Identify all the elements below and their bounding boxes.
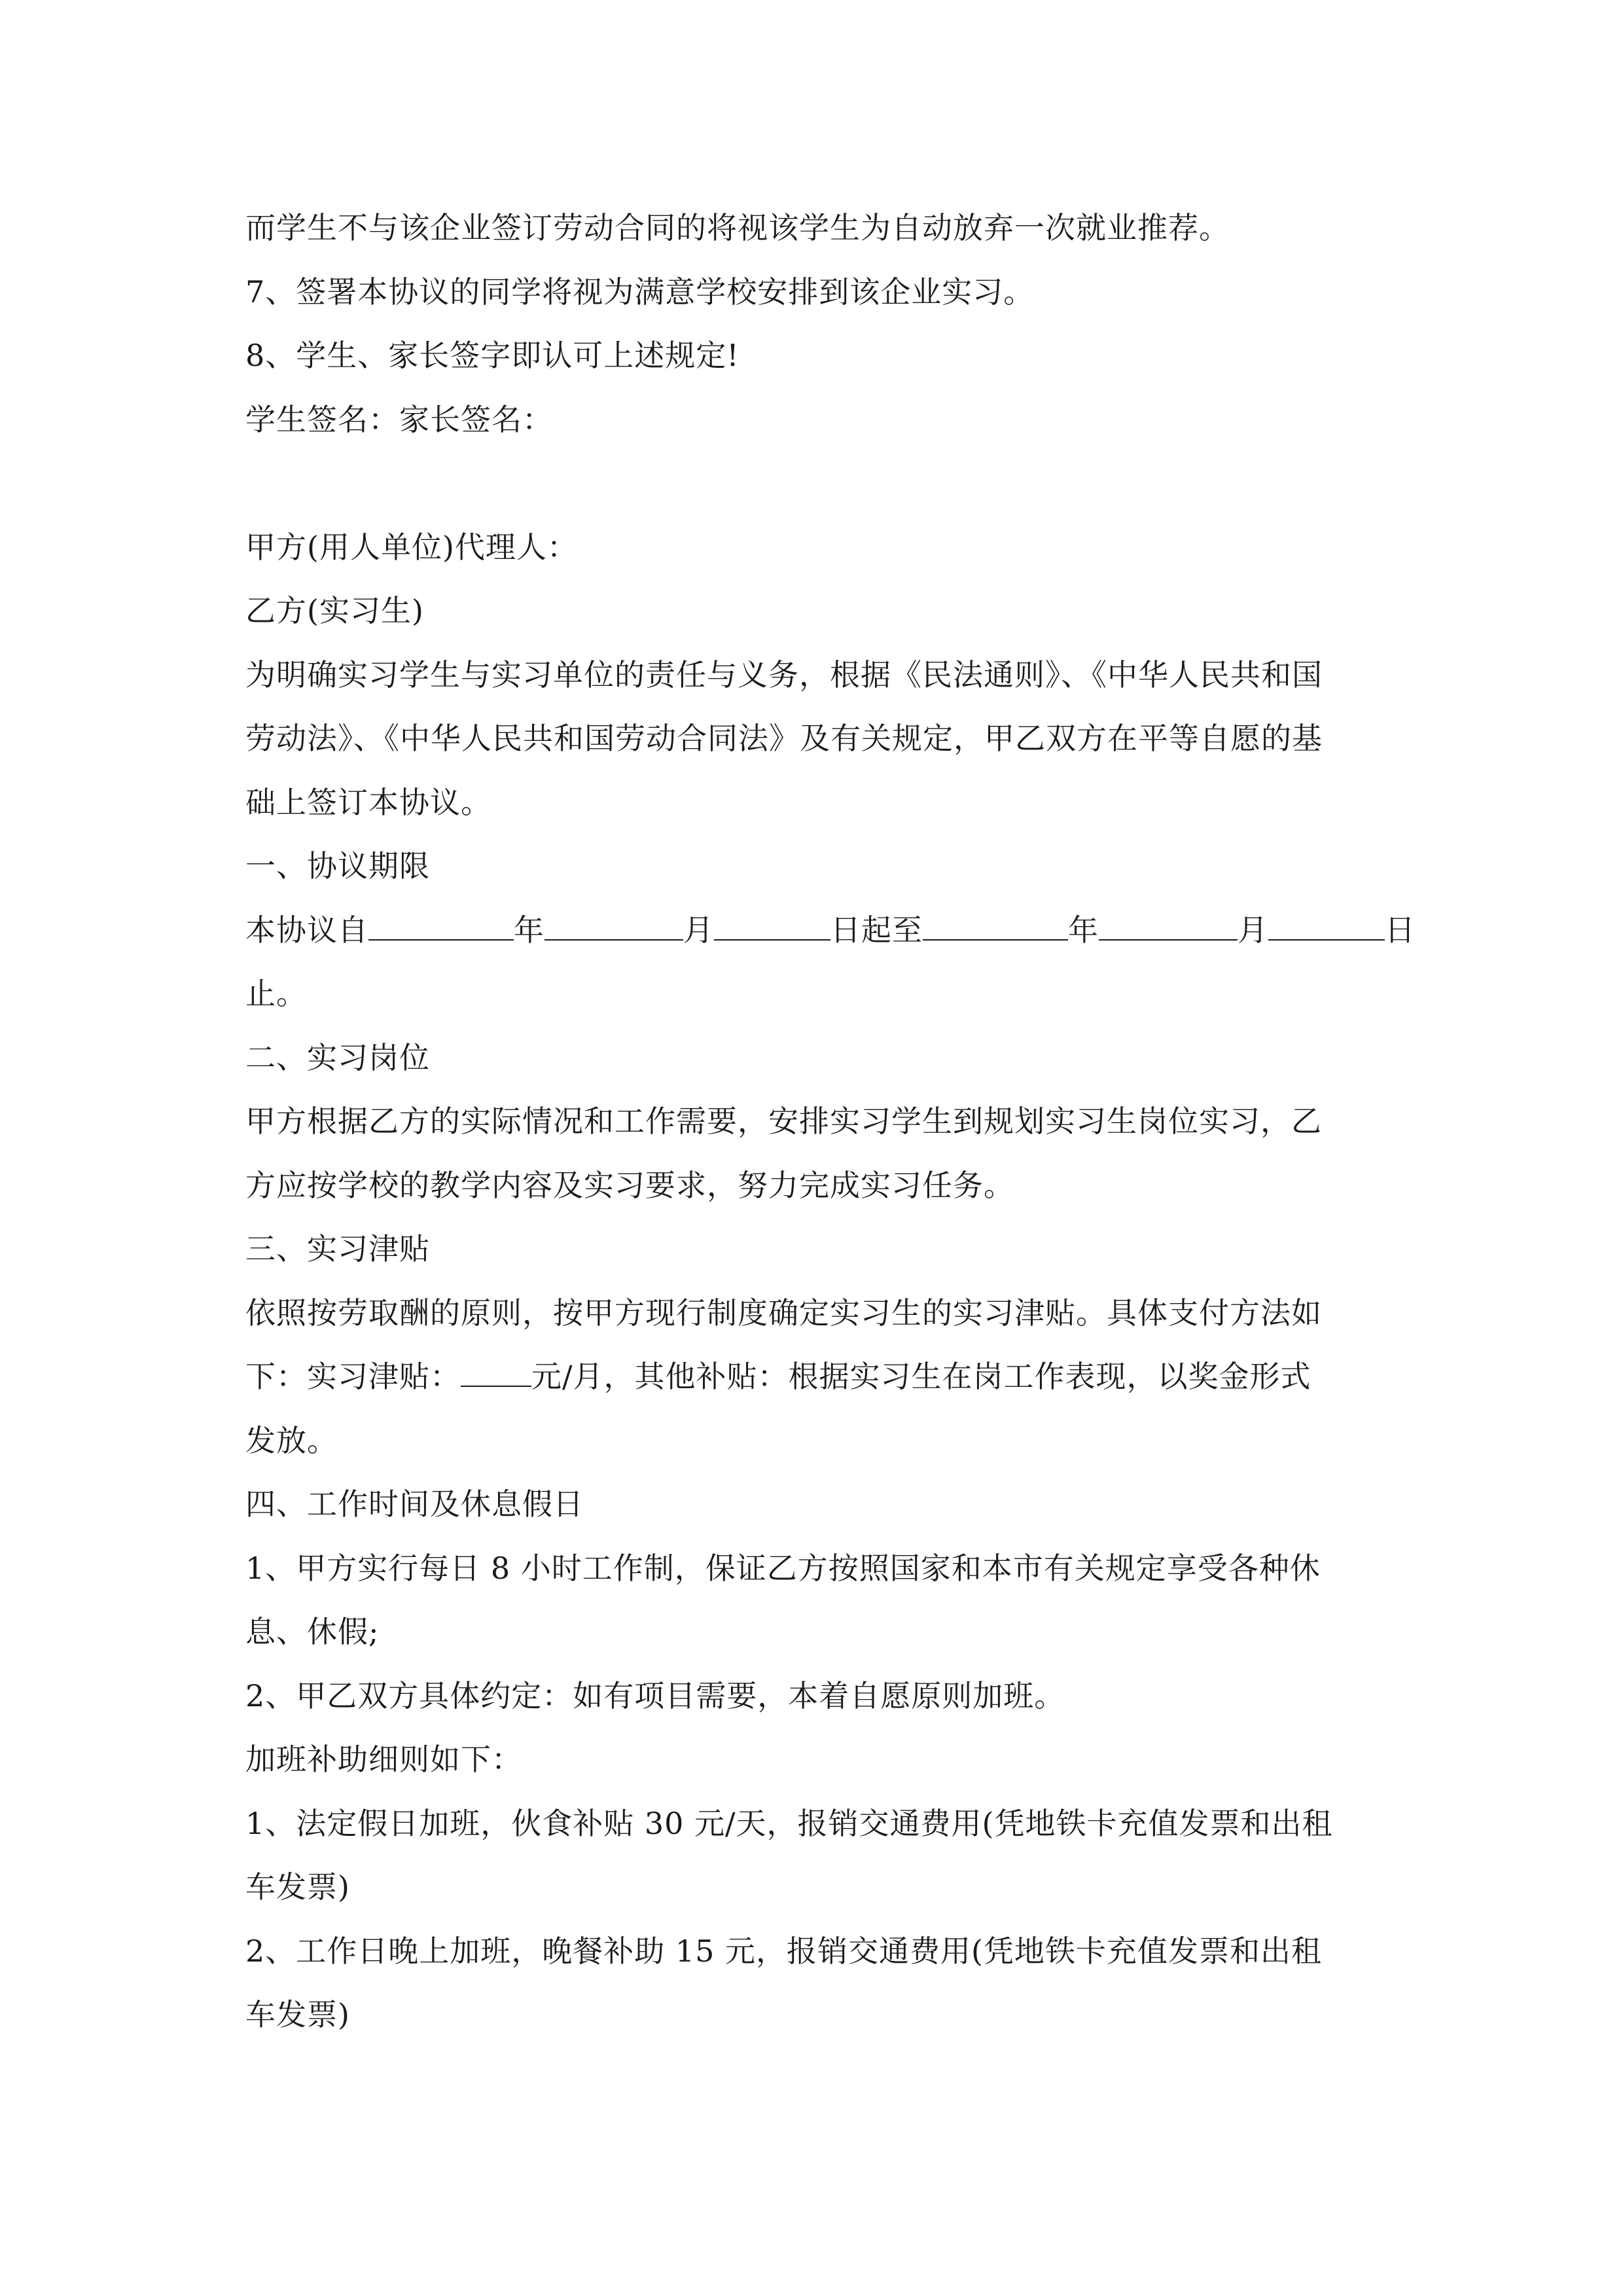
document-body [245,196,1416,2047]
text-line: 方应按学校的教学内容及实习要求，努力完成实习任务。 [245,1167,1014,1203]
agreement-term-line [245,899,1416,963]
section-heading: 四、工作时间及休息假日 [245,1486,584,1522]
start-month-blank[interactable] [544,905,683,941]
text-line: 依照按劳取酬的原则，按甲方现行制度确定实习生的实习津贴。具体支付方法如 [245,1295,1322,1331]
text-line: 7、签署本协议的同学将视为满意学校安排到该企业实习。 [245,274,1035,310]
spacer [245,452,1384,516]
signature-line: 学生签名：家长签名： [245,401,553,437]
term-year2: 年 [1068,912,1099,948]
term-day2: 日 [1385,912,1416,948]
section-heading: 三、实习津贴 [245,1231,430,1266]
term-day1: 日起至 [830,912,923,948]
text-line: 础上签订本协议。 [245,784,491,820]
text-line: 发放。 [245,1422,338,1458]
term-end-line: 止。 [245,976,307,1011]
allowance-amount-blank[interactable] [461,1352,531,1387]
text-line: 为明确实习学生与实习单位的责任与义务，根据《民法通则》、《中华人民共和国 [245,656,1323,692]
text-line: 加班补助细则如下： [245,1742,522,1777]
text-line: 8、学生、家长签字即认可上述规定! [245,338,740,373]
end-year-blank[interactable] [923,905,1068,941]
text-line: 劳动法》、《中华人民共和国劳动合同法》及有关规定，甲乙双方在平等自愿的基 [245,721,1323,756]
term-prefix: 本协议自 [245,912,368,948]
party-a-line: 甲方(用人单位)代理人： [245,529,578,565]
term-month2: 月 [1238,912,1268,948]
term-year1: 年 [514,912,544,948]
section-heading: 一、协议期限 [245,848,430,884]
start-year-blank[interactable] [368,905,514,941]
term-month1: 月 [683,912,714,948]
text-line: 而学生不与该企业签订劳动合同的将视该学生为自动放弃一次就业推荐。 [245,210,1230,245]
allowance-line [245,1345,1384,1409]
text-line: 息、休假; [245,1614,380,1649]
text-line: 2、工作日晚上加班，晚餐补助 15 元，报销交通费用(凭地铁卡充值发票和出租 [245,1933,1322,1969]
text-line: 1、甲方实行每日 8 小时工作制，保证乙方按照国家和本市有关规定享受各种休 [245,1550,1321,1586]
text-line: 2、甲乙双方具体约定：如有项目需要，本着自愿原则加班。 [245,1677,1065,1713]
end-day-blank[interactable] [1268,905,1385,941]
section-heading: 二、实习岗位 [245,1039,430,1075]
text-line: 1、法定假日加班，伙食补贴 30 元/天，报销交通费用(凭地铁卡充值发票和出租 [245,1805,1333,1841]
party-b-line: 乙方(实习生) [245,593,424,628]
text-line: 甲方根据乙方的实际情况和工作需要，安排实习学生到规划实习生岗位实习，乙 [245,1103,1322,1139]
text-line: 车发票) [245,1869,350,1905]
start-day-blank[interactable] [714,905,830,941]
allowance-prefix: 下：实习津贴： [245,1359,461,1394]
allowance-suffix: 元/月，其他补贴：根据实习生在岗工作表现，以奖金形式 [531,1359,1311,1394]
text-line: 车发票) [245,1997,350,2032]
end-month-blank[interactable] [1099,905,1238,941]
